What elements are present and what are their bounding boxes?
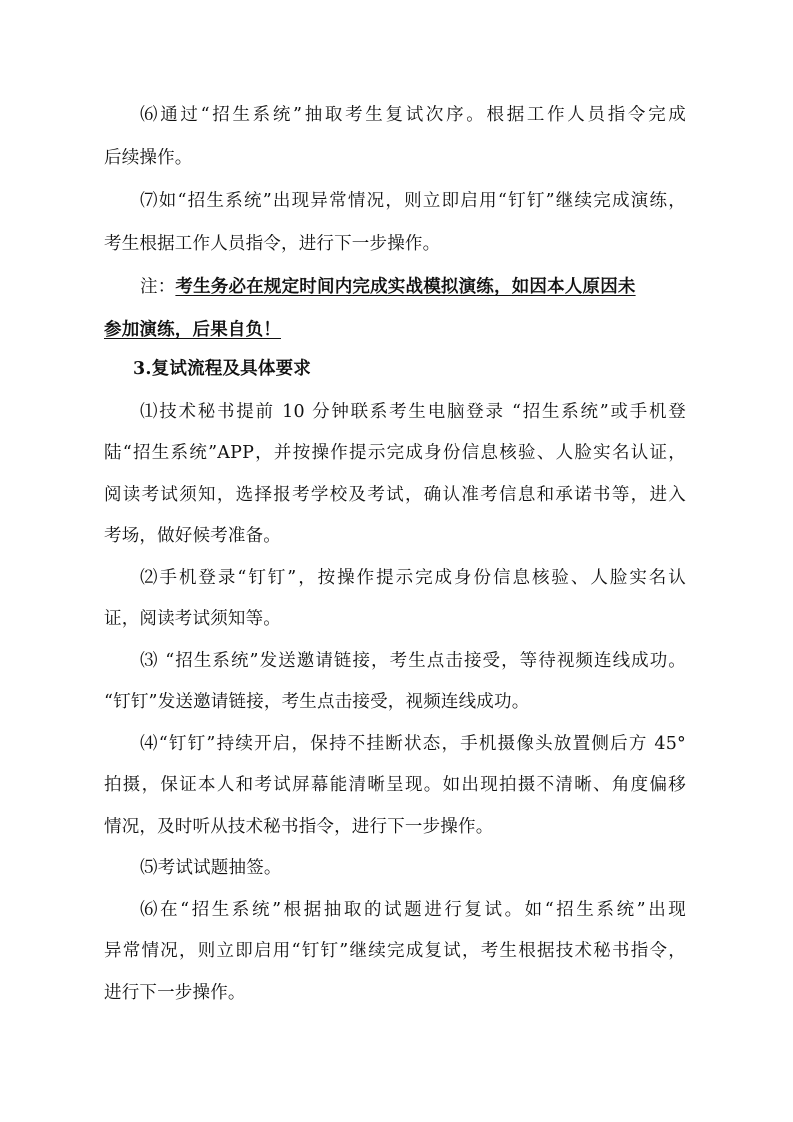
paragraph-1-line-4: 考场，做好候考准备。	[104, 526, 281, 546]
paragraph-1-line-3: 阅读考试须知，选择报考学校及考试，确认准考信息和承诺书等，进入	[104, 485, 686, 505]
paragraph-1-line-1: ⑴技术秘书提前 10 分钟联系考生电脑登录 “招生系统”或手机登	[140, 402, 686, 422]
note-line-1	[140, 275, 686, 299]
paragraph-7-line-1: ⑺如“招生系统”出现异常情况，则立即启用“钉钉”继续完成演练，	[140, 191, 686, 211]
paragraph-7-line-2: 考生根据工作人员指令，进行下一步操作。	[104, 234, 441, 254]
paragraph-6-line-2: 后续操作。	[104, 148, 193, 168]
note-label: 注：	[140, 277, 176, 297]
paragraph-6b-line-1: ⑹在“招生系统”根据抽取的试题进行复试。如“招生系统”出现	[140, 900, 686, 920]
paragraph-3-line-2: “钉钉”发送邀请链接，考生点击接受，视频连线成功。	[104, 692, 530, 712]
paragraph-4-line-3: 情况，及时听从技术秘书指令，进行下一步操作。	[104, 817, 494, 837]
paragraph-6-line-1: ⑹通过“招生系统”抽取考生复试次序。根据工作人员指令完成	[140, 105, 686, 125]
paragraph-2-line-2: 证，阅读考试须知等。	[104, 609, 281, 629]
note-line-2: 参加演练，后果自负！	[104, 320, 281, 340]
paragraph-2-line-1: ⑵手机登录“钉钉”，按操作提示完成身份信息核验、人脸实名认	[140, 568, 686, 588]
section-heading: 3.复试流程及具体要求	[133, 359, 311, 379]
paragraph-1-line-2: 陆“招生系统”APP，并按操作提示完成身份信息核验、人脸实名认证，	[104, 443, 686, 463]
paragraph-6b-line-2: 异常情况，则立即启用“钉钉”继续完成复试，考生根据技术秘书指令，	[104, 941, 686, 961]
paragraph-3-line-1: ⑶ “招生系统”发送邀请链接，考生点击接受，等待视频连线成功。	[140, 651, 686, 671]
paragraph-4-line-1: ⑷“钉钉”持续开启，保持不挂断状态，手机摄像头放置侧后方 45°	[140, 734, 686, 754]
note-text-1: 考生务必在规定时间内完成实战模拟演练，如因本人原因未	[175, 277, 636, 297]
paragraph-4-line-2: 拍摄，保证本人和考试屏幕能清晰呈现。如出现拍摄不清晰、角度偏移	[104, 775, 686, 795]
paragraph-5-line-1: ⑸考试试题抽签。	[140, 858, 282, 878]
paragraph-6b-line-3: 进行下一步操作。	[104, 983, 246, 1003]
